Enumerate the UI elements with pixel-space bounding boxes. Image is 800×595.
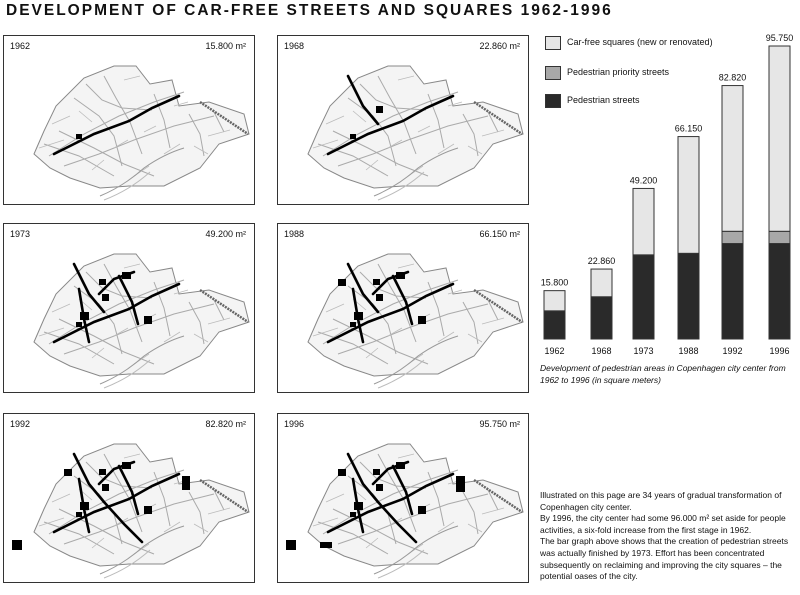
map-panel-1992 (3, 413, 255, 583)
x-tick-label-1968: 1968 (591, 346, 612, 356)
bar-total-label-1996: 95.750 (765, 33, 794, 43)
map-area-label: 22.860 m² (479, 41, 520, 51)
description-paragraph-2: By 1996, the city center had some 96.000 m² set aside for people activities, a six-fold increase from the first stage in 1962. (540, 513, 786, 535)
bar-segment-squares-1968 (591, 269, 612, 297)
map-area-label: 82.820 m² (205, 419, 246, 429)
stacked-bar-chart (535, 0, 800, 370)
map-panel-1968 (277, 35, 529, 205)
description-text (540, 490, 798, 583)
x-tick-label-1996: 1996 (769, 346, 790, 356)
chart-caption: Development of pedestrian areas in Copenhagen city center from 1962 to 1996 (in square meters) (540, 363, 786, 385)
bar-segment-squares-1996 (769, 46, 790, 231)
bar-total-label-1992: 82.820 (718, 72, 747, 83)
city-map-illustration (4, 414, 254, 582)
bar-segment-pedestrian-1992 (722, 244, 743, 339)
map-panel-1973 (3, 223, 255, 393)
map-panel-1962 (3, 35, 255, 205)
city-map-illustration (278, 36, 528, 204)
city-map-illustration (278, 224, 528, 392)
map-year-label: 1996 (284, 419, 305, 429)
legend-label-priority: Pedestrian priority streets (567, 67, 670, 77)
bar-segment-squares-1973 (633, 188, 654, 254)
city-map-illustration (4, 36, 254, 204)
city-map-illustration (278, 414, 528, 582)
bar-segment-squares-1988 (678, 137, 699, 254)
map-year-label: 1962 (10, 41, 31, 51)
bar-segment-squares-1962 (544, 291, 565, 311)
bar-total-label-1962: 15.800 (540, 277, 569, 288)
map-area-label: 95.750 m² (479, 419, 520, 429)
legend-label-pedestrian: Pedestrian streets (567, 95, 640, 105)
bar-segment-pedestrian-1996 (769, 244, 790, 339)
x-tick-label-1962: 1962 (544, 346, 565, 356)
x-tick-label-1973: 1973 (633, 346, 654, 356)
map-area-label: 49.200 m² (205, 229, 246, 239)
map-panel-1988 (277, 223, 529, 393)
page-title: DEVELOPMENT OF CAR-FREE STREETS AND SQUARES 1962-1996 (6, 2, 613, 19)
bar-segment-pedestrian-1973 (633, 255, 654, 339)
bar-total-label-1973: 49.200 (629, 175, 658, 186)
map-year-label: 1992 (10, 419, 31, 429)
bar-total-label-1968: 22.860 (587, 256, 616, 267)
city-map-illustration (4, 224, 254, 392)
map-year-label: 1968 (284, 41, 305, 51)
bar-segment-priority-1996 (769, 231, 790, 243)
map-year-label: 1988 (284, 229, 305, 239)
x-tick-label-1988: 1988 (678, 346, 699, 356)
bar-segment-pedestrian-1968 (591, 297, 612, 339)
bar-total-label-1988: 66.150 (674, 123, 703, 134)
bar-segment-pedestrian-1988 (678, 253, 699, 339)
map-area-label: 66.150 m² (479, 229, 520, 239)
map-year-label: 1973 (10, 229, 31, 239)
legend-label-squares: Car-free squares (new or renovated) (567, 37, 713, 47)
map-panel-1996 (277, 413, 529, 583)
bar-segment-priority-1992 (722, 231, 743, 243)
bar-segment-pedestrian-1962 (544, 311, 565, 339)
description-paragraph-1: Illustrated on this page are 34 years of gradual transformation of Copenhagen city center. (540, 490, 782, 512)
description-paragraph-3: The bar graph above shows that the creation of pedestrian streets was actually finished by 1973. Effort has been concentrated subsequently on reclaiming and improving the city squares – the potential oases of the city. (540, 536, 789, 582)
x-tick-label-1992: 1992 (722, 346, 743, 356)
map-area-label: 15.800 m² (205, 41, 246, 51)
bar-segment-squares-1992 (722, 86, 743, 232)
